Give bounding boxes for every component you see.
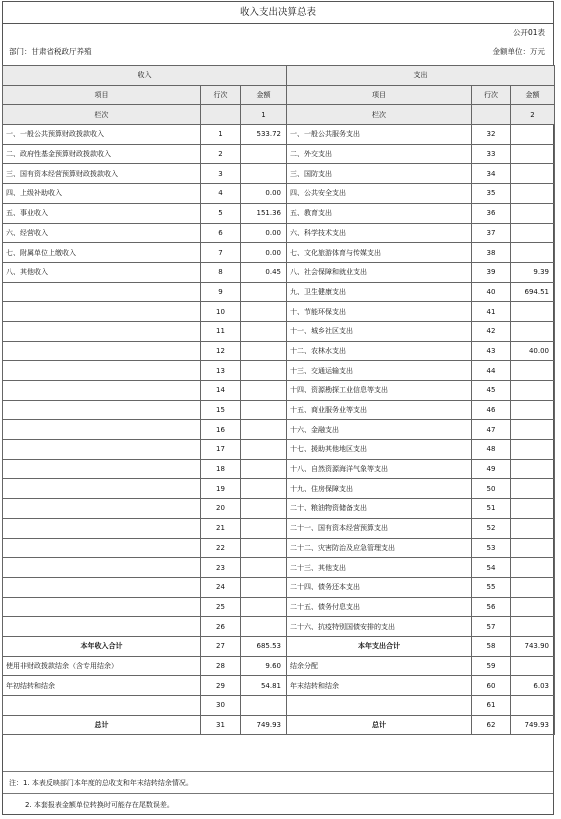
income-item xyxy=(3,499,201,519)
table-row xyxy=(3,420,555,440)
income-amount: 0.45 xyxy=(241,262,287,282)
income-line: 15 xyxy=(201,400,241,420)
expense-total-amount xyxy=(511,656,555,676)
expense-amount xyxy=(511,499,555,519)
expense-line: 48 xyxy=(472,440,511,460)
table-row xyxy=(3,381,555,401)
expense-amount xyxy=(511,144,555,164)
expense-line: 33 xyxy=(472,144,511,164)
expense-item-header: 项目 xyxy=(287,85,472,105)
income-line: 8 xyxy=(201,262,241,282)
expense-amount: 9.39 xyxy=(511,262,555,282)
income-line: 22 xyxy=(201,538,241,558)
expense-line: 52 xyxy=(472,518,511,538)
expense-item: 八、社会保障和就业支出 xyxy=(287,262,472,282)
income-amount-index: 1 xyxy=(241,105,287,125)
income-total-amount: 685.53 xyxy=(241,636,287,656)
expense-amount xyxy=(511,577,555,597)
income-amount xyxy=(241,538,287,558)
income-line: 6 xyxy=(201,223,241,243)
form-number: 公开01表 xyxy=(512,28,545,37)
income-amount xyxy=(241,459,287,479)
income-line: 5 xyxy=(201,203,241,223)
expense-total-line: 62 xyxy=(472,715,511,735)
expense-item: 二十一、国有资本经营预算支出 xyxy=(287,518,472,538)
income-amount xyxy=(241,144,287,164)
income-total-line: 28 xyxy=(201,656,241,676)
income-total-item: 本年收入合计 xyxy=(3,636,201,656)
income-total-line: 29 xyxy=(201,676,241,696)
income-amount xyxy=(241,361,287,381)
income-amount xyxy=(241,302,287,322)
income-amount xyxy=(241,420,287,440)
income-amount: 533.72 xyxy=(241,125,287,145)
income-line: 7 xyxy=(201,243,241,263)
expense-line-header: 行次 xyxy=(472,85,511,105)
expense-amount: 694.51 xyxy=(511,282,555,302)
income-total-line: 31 xyxy=(201,715,241,735)
income-amount xyxy=(241,499,287,519)
table-row xyxy=(3,223,555,243)
expense-amount xyxy=(511,302,555,322)
income-header: 收入 xyxy=(3,66,287,86)
income-total-amount: 749.93 xyxy=(241,715,287,735)
expense-item: 十四、资源勘探工业信息等支出 xyxy=(287,381,472,401)
table-row xyxy=(3,203,555,223)
income-amount xyxy=(241,518,287,538)
expense-line: 35 xyxy=(472,184,511,204)
income-amount xyxy=(241,479,287,499)
expense-total-amount: 743.90 xyxy=(511,636,555,656)
income-total-amount: 54.81 xyxy=(241,676,287,696)
income-total-line: 30 xyxy=(201,696,241,716)
section-header-row xyxy=(3,66,555,86)
expense-item: 二十五、债务付息支出 xyxy=(287,597,472,617)
expense-header: 支出 xyxy=(287,66,555,86)
expense-line: 37 xyxy=(472,223,511,243)
expense-item: 五、教育支出 xyxy=(287,203,472,223)
expense-total-item: 本年支出合计 xyxy=(287,636,472,656)
expense-total-amount: 749.93 xyxy=(511,715,555,735)
expense-line: 45 xyxy=(472,381,511,401)
expense-total-line: 61 xyxy=(472,696,511,716)
income-line: 18 xyxy=(201,459,241,479)
table-row xyxy=(3,400,555,420)
note-1: 注：1. 本表反映部门本年度的总收支和年末结转结余情况。 xyxy=(3,771,553,793)
income-item xyxy=(3,420,201,440)
table-row xyxy=(3,243,555,263)
total-row xyxy=(3,676,555,696)
income-amount xyxy=(241,381,287,401)
note-2: 2. 本套报表金额单位转换时可能存在尾数误差。 xyxy=(3,793,553,815)
income-total-item: 使用非财政拨款结余（含专用结余） xyxy=(3,656,201,676)
column-header-row xyxy=(3,85,555,105)
expense-amount xyxy=(511,538,555,558)
expense-amount-index: 2 xyxy=(511,105,555,125)
expense-amount xyxy=(511,479,555,499)
expense-total-line: 60 xyxy=(472,676,511,696)
expense-item: 二十、粮油物资储备支出 xyxy=(287,499,472,519)
table-row xyxy=(3,302,555,322)
income-item xyxy=(3,321,201,341)
expense-item: 十八、自然资源海洋气象等支出 xyxy=(287,459,472,479)
income-line: 1 xyxy=(201,125,241,145)
income-total-item: 年初结转和结余 xyxy=(3,676,201,696)
expense-line: 32 xyxy=(472,125,511,145)
income-item: 二、政府性基金预算财政拨款收入 xyxy=(3,144,201,164)
income-line: 19 xyxy=(201,479,241,499)
unit-label: 金额单位：万元 xyxy=(492,47,545,56)
total-row xyxy=(3,715,555,735)
income-total-amount xyxy=(241,696,287,716)
expense-amount xyxy=(511,400,555,420)
table-row xyxy=(3,558,555,578)
expense-line: 46 xyxy=(472,400,511,420)
expense-line-index xyxy=(472,105,511,125)
income-item: 三、国有资本经营预算财政拨款收入 xyxy=(3,164,201,184)
income-amount xyxy=(241,321,287,341)
expense-item: 十七、援助其他地区支出 xyxy=(287,440,472,460)
expense-line: 42 xyxy=(472,321,511,341)
income-item xyxy=(3,282,201,302)
expense-amount xyxy=(511,203,555,223)
income-line: 12 xyxy=(201,341,241,361)
income-line: 26 xyxy=(201,617,241,637)
income-amount xyxy=(241,400,287,420)
expense-amount-header: 金额 xyxy=(511,85,555,105)
income-amount: 151.36 xyxy=(241,203,287,223)
income-amount xyxy=(241,440,287,460)
income-item xyxy=(3,538,201,558)
income-item xyxy=(3,400,201,420)
expense-item: 二十四、债务还本支出 xyxy=(287,577,472,597)
expense-line: 56 xyxy=(472,597,511,617)
expense-item: 六、科学技术支出 xyxy=(287,223,472,243)
income-item xyxy=(3,479,201,499)
expense-total-line: 59 xyxy=(472,656,511,676)
expense-amount xyxy=(511,597,555,617)
expense-item: 二十二、灾害防治及应急管理支出 xyxy=(287,538,472,558)
expense-amount xyxy=(511,361,555,381)
table-row xyxy=(3,577,555,597)
expense-item: 十二、农林水支出 xyxy=(287,341,472,361)
expense-line: 53 xyxy=(472,538,511,558)
table-row xyxy=(3,479,555,499)
expense-line: 40 xyxy=(472,282,511,302)
income-amount: 0.00 xyxy=(241,243,287,263)
expense-amount xyxy=(511,459,555,479)
expense-item: 十三、交通运输支出 xyxy=(287,361,472,381)
income-item xyxy=(3,302,201,322)
expense-item: 四、公共安全支出 xyxy=(287,184,472,204)
expense-item: 十、节能环保支出 xyxy=(287,302,472,322)
expense-line: 57 xyxy=(472,617,511,637)
income-line: 3 xyxy=(201,164,241,184)
expense-amount xyxy=(511,558,555,578)
income-line: 21 xyxy=(201,518,241,538)
expense-line: 50 xyxy=(472,479,511,499)
notes xyxy=(3,771,553,815)
expense-amount xyxy=(511,617,555,637)
expense-line: 41 xyxy=(472,302,511,322)
income-line: 16 xyxy=(201,420,241,440)
income-item xyxy=(3,577,201,597)
income-total-amount: 9.60 xyxy=(241,656,287,676)
expense-total-item: 年末结转和结余 xyxy=(287,676,472,696)
income-line: 2 xyxy=(201,144,241,164)
expense-line: 39 xyxy=(472,262,511,282)
table-row xyxy=(3,617,555,637)
table-row xyxy=(3,262,555,282)
table-row xyxy=(3,459,555,479)
income-item xyxy=(3,558,201,578)
income-amount xyxy=(241,617,287,637)
income-line: 11 xyxy=(201,321,241,341)
table-row xyxy=(3,597,555,617)
expense-item: 三、国防支出 xyxy=(287,164,472,184)
income-item xyxy=(3,440,201,460)
income-amount xyxy=(241,597,287,617)
expense-line: 44 xyxy=(472,361,511,381)
expense-amount xyxy=(511,125,555,145)
income-item xyxy=(3,361,201,381)
income-item xyxy=(3,597,201,617)
total-row xyxy=(3,656,555,676)
table-row xyxy=(3,125,555,145)
expense-line: 38 xyxy=(472,243,511,263)
expense-column-label: 栏次 xyxy=(287,105,472,125)
table-row xyxy=(3,361,555,381)
expense-total-item: 总计 xyxy=(287,715,472,735)
department-label: 部门：甘肃省税政厅养殖 xyxy=(9,47,92,56)
table-row xyxy=(3,499,555,519)
income-line: 17 xyxy=(201,440,241,460)
income-item: 七、附属单位上缴收入 xyxy=(3,243,201,263)
income-line: 9 xyxy=(201,282,241,302)
expense-item: 十五、商业服务业等支出 xyxy=(287,400,472,420)
income-amount: 0.00 xyxy=(241,184,287,204)
expense-item: 十九、住房保障支出 xyxy=(287,479,472,499)
expense-amount xyxy=(511,164,555,184)
income-total-line: 27 xyxy=(201,636,241,656)
meta-row xyxy=(3,42,553,62)
table-row xyxy=(3,164,555,184)
expense-total-amount: 6.03 xyxy=(511,676,555,696)
income-amount xyxy=(241,558,287,578)
report-title: 收入支出决算总表 xyxy=(3,2,553,24)
expense-line: 49 xyxy=(472,459,511,479)
income-column-label: 栏次 xyxy=(3,105,201,125)
income-item-header: 项目 xyxy=(3,85,201,105)
expense-line: 43 xyxy=(472,341,511,361)
income-line: 23 xyxy=(201,558,241,578)
expense-amount xyxy=(511,184,555,204)
income-item: 八、其他收入 xyxy=(3,262,201,282)
income-item: 四、上级补助收入 xyxy=(3,184,201,204)
income-line: 14 xyxy=(201,381,241,401)
expense-amount xyxy=(511,321,555,341)
expense-line: 36 xyxy=(472,203,511,223)
column-index-row xyxy=(3,105,555,125)
report-sheet xyxy=(2,1,554,815)
expense-line: 51 xyxy=(472,499,511,519)
expense-amount xyxy=(511,243,555,263)
expense-item: 二十三、其他支出 xyxy=(287,558,472,578)
income-item xyxy=(3,381,201,401)
total-row xyxy=(3,696,555,716)
expense-line: 47 xyxy=(472,420,511,440)
income-total-item: 总计 xyxy=(3,715,201,735)
income-amount xyxy=(241,164,287,184)
expense-amount xyxy=(511,518,555,538)
expense-item: 十六、金融支出 xyxy=(287,420,472,440)
income-amount xyxy=(241,341,287,361)
income-line: 20 xyxy=(201,499,241,519)
expense-line: 34 xyxy=(472,164,511,184)
income-item xyxy=(3,617,201,637)
income-line: 24 xyxy=(201,577,241,597)
table-row xyxy=(3,518,555,538)
expense-total-amount xyxy=(511,696,555,716)
expense-amount: 40.00 xyxy=(511,341,555,361)
income-line: 4 xyxy=(201,184,241,204)
income-item xyxy=(3,341,201,361)
expense-total-line: 58 xyxy=(472,636,511,656)
income-line-header: 行次 xyxy=(201,85,241,105)
expense-amount xyxy=(511,440,555,460)
table-row xyxy=(3,440,555,460)
income-line-index xyxy=(201,105,241,125)
expense-line: 54 xyxy=(472,558,511,578)
income-item xyxy=(3,459,201,479)
expense-item: 二十六、抗疫特别国债安排的支出 xyxy=(287,617,472,637)
expense-item: 二、外交支出 xyxy=(287,144,472,164)
income-amount: 0.00 xyxy=(241,223,287,243)
table-row xyxy=(3,144,555,164)
income-line: 13 xyxy=(201,361,241,381)
income-item: 五、事业收入 xyxy=(3,203,201,223)
expense-item: 十一、城乡社区支出 xyxy=(287,321,472,341)
table-row xyxy=(3,538,555,558)
income-expense-table xyxy=(2,65,555,735)
expense-total-item xyxy=(287,696,472,716)
table-row xyxy=(3,321,555,341)
income-item: 六、经营收入 xyxy=(3,223,201,243)
table-row xyxy=(3,184,555,204)
expense-amount xyxy=(511,420,555,440)
expense-amount xyxy=(511,381,555,401)
income-total-item xyxy=(3,696,201,716)
table-row xyxy=(3,282,555,302)
income-item xyxy=(3,518,201,538)
income-item: 一、一般公共预算财政拨款收入 xyxy=(3,125,201,145)
income-amount xyxy=(241,282,287,302)
total-row xyxy=(3,636,555,656)
income-amount xyxy=(241,577,287,597)
income-line: 10 xyxy=(201,302,241,322)
expense-item: 七、文化旅游体育与传媒支出 xyxy=(287,243,472,263)
expense-total-item: 结余分配 xyxy=(287,656,472,676)
expense-item: 一、一般公共服务支出 xyxy=(287,125,472,145)
income-line: 25 xyxy=(201,597,241,617)
table-row xyxy=(3,341,555,361)
expense-item: 九、卫生健康支出 xyxy=(287,282,472,302)
expense-line: 55 xyxy=(472,577,511,597)
expense-amount xyxy=(511,223,555,243)
income-amount-header: 金额 xyxy=(241,85,287,105)
